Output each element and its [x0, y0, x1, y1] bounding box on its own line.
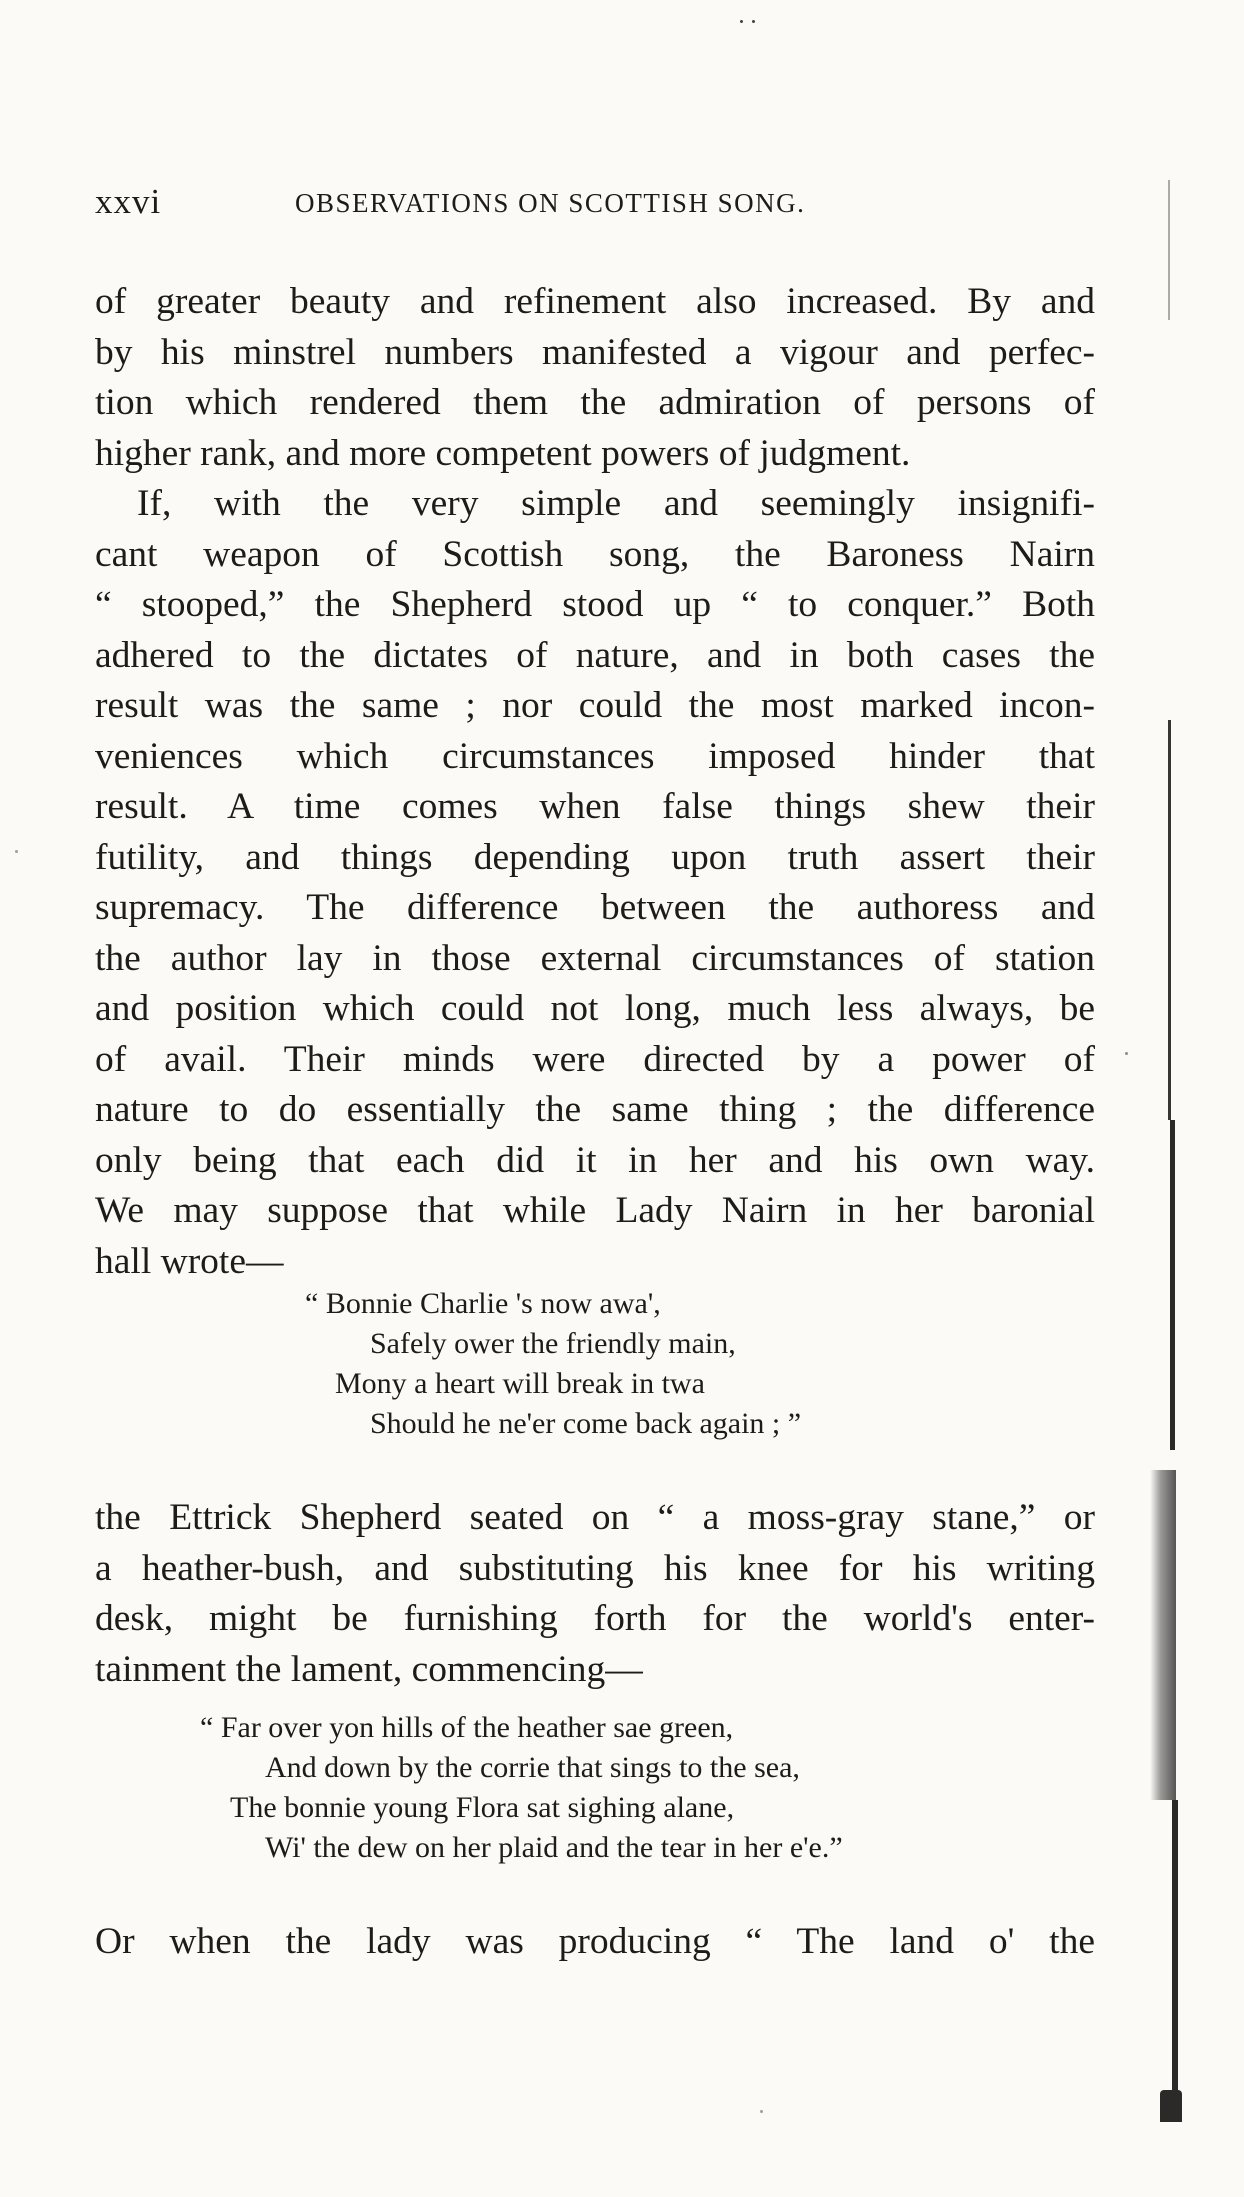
- verse-line: Safely ower the friendly main,: [370, 1327, 736, 1360]
- verse-line: The bonnie young Flora sat sighing alane,: [230, 1791, 735, 1824]
- verse-line: Wi' the dew on her plaid and the tear in her e'e.”: [265, 1831, 843, 1864]
- running-title: OBSERVATIONS ON SCOTTISH SONG.: [295, 188, 806, 218]
- text-line: the author lay in those external circumstances of station: [95, 937, 1095, 979]
- text-line: veniences which circumstances imposed hinder that: [95, 735, 1095, 777]
- paragraph-ettrick: [95, 1493, 1095, 1695]
- page-number: xxvi: [95, 182, 162, 221]
- text-line: of avail. Their minds were directed by a power of: [95, 1038, 1095, 1080]
- text-line: of greater beauty and refinement also increased. By and: [95, 281, 1095, 322]
- verse-quotation-2: [200, 1708, 843, 1868]
- paragraph-main: [95, 479, 1095, 1287]
- text-line: “ stooped,” the Shepherd stood up “ to conquer.” Both: [95, 584, 1095, 625]
- text-line: tion which rendered them the admiration of persons of: [95, 382, 1095, 423]
- verse-line: Should he ne'er come back again ; ”: [370, 1407, 802, 1440]
- gutter-blot: [1160, 2090, 1182, 2122]
- gutter-shadow: [1150, 1470, 1176, 1800]
- text-line: Or when the lady was producing “ The land o' the: [95, 1921, 1095, 1962]
- text-line: hall wrote—: [95, 1240, 284, 1282]
- text-line: cant weapon of Scottish song, the Baroness Nairn: [95, 533, 1095, 575]
- text-line: tainment the lament, commencing—: [95, 1648, 643, 1690]
- text-line: a heather-bush, and substituting his knee for his writing: [95, 1547, 1095, 1589]
- text-line: If, with the very simple and seemingly insignifi-: [137, 483, 1095, 524]
- gutter-shadow: [1172, 1800, 1178, 2090]
- text-line: We may suppose that while Lady Nairn in her baronial: [95, 1190, 1095, 1231]
- paper-speck: [760, 2110, 763, 2113]
- verse-line: “ Far over yon hills of the heather sae green,: [200, 1711, 734, 1744]
- paper-speck: [15, 850, 18, 853]
- gutter-shadow: [1168, 720, 1171, 1120]
- text-line: and position which could not long, much less always, be: [95, 988, 1095, 1029]
- text-line: adhered to the dictates of nature, and in both cases the: [95, 634, 1095, 676]
- text-line: nature to do essentially the same thing ; the difference: [95, 1089, 1095, 1130]
- text-line: result. A time comes when false things shew their: [95, 786, 1095, 827]
- text-line: futility, and things depending upon truth assert their: [95, 836, 1095, 878]
- text-line: higher rank, and more competent powers of judgment.: [95, 432, 911, 474]
- text-line: only being that each did it in her and his own way.: [95, 1139, 1095, 1181]
- page-header: [95, 182, 915, 232]
- gutter-shadow: [1170, 1120, 1175, 1450]
- paper-speck: [752, 20, 755, 23]
- paragraph-continuation: [95, 277, 1095, 479]
- paper-speck: [1125, 1052, 1128, 1055]
- text-line: desk, might be furnishing forth for the world's enter-: [95, 1598, 1095, 1639]
- text-line: the Ettrick Shepherd seated on “ a moss-gray stane,” or: [95, 1497, 1095, 1538]
- gutter-shadow: [1168, 180, 1170, 320]
- text-line: result was the same ; nor could the most marked incon-: [95, 685, 1095, 726]
- text-line: supremacy. The difference between the authoress and: [95, 887, 1095, 928]
- verse-line: And down by the corrie that sings to the sea,: [265, 1751, 800, 1784]
- text-line: by his minstrel numbers manifested a vigour and perfec-: [95, 331, 1095, 373]
- paragraph-closing: [95, 1917, 1095, 1968]
- verse-quotation-1: [305, 1284, 801, 1444]
- verse-line: Mony a heart will break in twa: [335, 1367, 705, 1400]
- paper-speck: [740, 20, 743, 23]
- verse-line: “ Bonnie Charlie 's now awa',: [305, 1287, 661, 1320]
